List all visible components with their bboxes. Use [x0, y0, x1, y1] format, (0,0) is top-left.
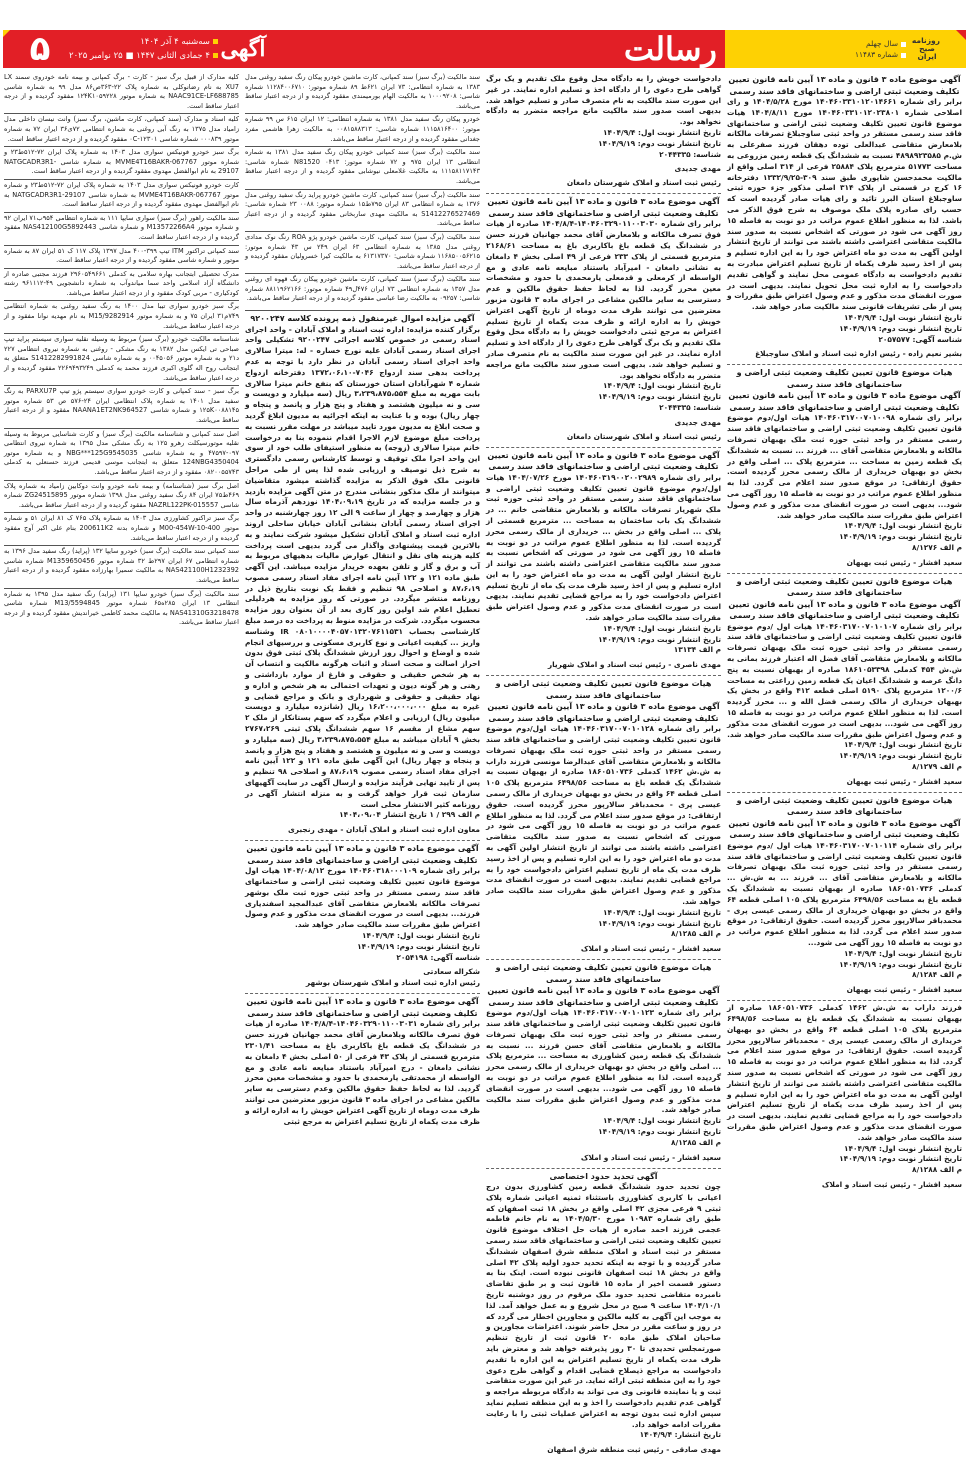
- issue-block: [855, 37, 940, 61]
- second-pub-date: تاریخ انتشار نوبت دوم: ۱۴۰۴/۹/۱۹: [839, 532, 962, 542]
- lost-document-ad: [245, 273, 480, 306]
- lost-document-ad: [4, 212, 239, 245]
- first-pub-date: تاریخ انتشار نوبت اول: ۱۴۰۴/۹/۴: [602, 623, 721, 633]
- masthead: [3, 30, 966, 68]
- registration-notice: [727, 1000, 962, 1193]
- notice-title: آگهی موضوع ماده ۳ قانون و ماده ۱۳ آیین نامه قانون تعیین تکلیف وضعیت ثبتی اراضی و ساختمانهای فاقد سند رسمی: [487, 197, 720, 218]
- second-pub-date: تاریخ انتشار نوبت دوم: ۱۴۰۴/۹/۱۹: [839, 323, 962, 333]
- notice-body: برابر رای شماره ۱۴۰۴۶۰۳۲۹۰۱۱۰۰۳۰۳۰-۱۴۰۴/۸/۴ صادره از هیات فوق تصرف مالکانه و بلامعارض آقای محمد جهانیان فرزند حسن در ششدانگ یک قطعه باغ باکاربری باغ به مساحت ۲۱۶۸/۶۱ مترمربع قسمتی از پلاک ۲۳۳ فرعی از ۴۹ اصلی بخش ۴ دامغان به نشانی دامغان - امیرآباد باستناد مبایعه نامه عادی و مع الواسطه از کرمعلی و قدمعلی یارمحمدی با حدود و مشخصات معین محرز گردید. لذا به لحاظ حفظ حقوق مالکین و عدم دسترسی به سایر مالکین مشاعی در اجرای ماده ۳ قانون مزبور معترضین می توانند ظرف مدت دوماه از تاریخ آگهی اعتراض خویش را به اداره ارائه و ظرف مدت یکماه از تاریخ تسلیم اعتراض به مرجع ثبتی دادخواست خویش را به دادگاه محل وقوع ملک تقدیم و یک برگ گواهی طرح دعوی را از دادگاه اخذ و تسلیم اداره نمایند. در غیر این صورت سند مالکیت به نام متصرف صادر و تسلیم خواهد شد. بدیهی است صدور سند مالکیت مانع مراجعه متضرر به دادگاه نخواهد بود.: [486, 219, 722, 380]
- auction-title: آگهی مزایده اموال غیرمنقول ذمه پرونده کلاسه ۹۲۰۰۲۴۷: [250, 314, 475, 324]
- notice-body: برابر رای شماره ۱۴۰۴۶۰۳۱۷۰۰۷۰۱۰۱۲۳ هیات اول/دوم موضوع قانون تعیین تکلیف وضعیت ثبتی اراضی و ساختمانهای فاقد سند رسمی مستقر در واحد ثبتی حوزه ثبت ملک بهبهان تصرفات مالکانه و بلامعارض متقاضی آقای حسن فرزند ... نسبت به ششدانگ یک قطعه زمین کشاورزی به مساحت ... مترمربع پلاک ... اصلی واقع در بخش دو بهبهان خریداری از مالک رسمی محرز گردیده است. لذا به منظور اطلاع عموم مراتب در دو نوبت به فاصله ۱۵ روز آگهی می شود... بدیهی است در صورت انقضای مدت مذکور و عدم وصول اعتراض طبق مقررات سند مالکیت صادر خواهد شد.: [486, 1008, 721, 1115]
- signature-name: مهدی جدیدی: [674, 164, 721, 174]
- ad-text: شناسنامه مالکیت خودرو (برگ سبز) مربوط به وسیله نقلیه سواری سیستم پراید تیپ صباحی تی ایکس مدل ۱۳۸۲ به رنگ مشکی - روغنی به شماره نیروی انتظامی ۲۲۷ د۲۱ و به شماره موتور ۰۰۴۵۰۵۶ و به شماره شاسی S1412282991824 متعلق به ابتجانب روح اله گلوی اکبری فرزند محمد به کدملی ۲۲۶۹۴۹۳۲۴۹ مفقود گردیده و از درجه اعتبار ساقط می‌باشد.: [4, 335, 239, 382]
- registration-notice: [486, 675, 721, 957]
- first-pub-date: تاریخ انتشار نوبت اول: ۱۴۰۴/۹/۴: [843, 1143, 962, 1153]
- lost-document-ad: [245, 72, 480, 113]
- ad-id: شناسه: ۲۰۴۴۳۳۵: [659, 402, 721, 412]
- lost-document-ad: [4, 268, 239, 301]
- ad-text: سند مالکیت (برگ سبز) سند کمپانی، کارت ماشین خودرو پژو ROA رنگ نوک مدادی روغنی مدل ۱۳۸۵ به شماره انتظامی ۶۳ ایران ۲۴۹ س ۴۳ شماره موتور: ۱۱۶۸۵۰۰۵۶۲۱۵ شماره شاسی: ۶۱۳۱۷۳۷۰ به مالکیت کیرا خسرولیان مفقود گردیده و از درجه اعتبار ساقط می‌باشد.: [245, 232, 481, 270]
- brand-tagline: روزنامه صبح ایران: [911, 36, 940, 61]
- registration-notice: [727, 573, 962, 790]
- lost-document-ad: [245, 113, 480, 146]
- ad-text: سند مالکیت (برگ سبز) سند کمپانی خودرو پیکان رنگ سفید مدل ۱۳۸۱ به شماره انتظامی ۱۳ ایران ۹۷۵ و ۷۲ شماره موتور: ۰۴۱۳ N81520 شماره شاسی: ۱۱۱۵۸۱۱۷۱۴۳ به مالکیت غلامعلی نیوشابی مفقود گردیده و از درجه اعتبار ساقط می‌باشد.: [245, 148, 481, 185]
- notice-title: آگهی موضوع ماده ۳ قانون و ماده ۱۳ آیین نامه قانون تعیین تکلیف وضعیت ثبتی اراضی و ساختمانهای فاقد سند رسمی: [487, 702, 720, 723]
- ad-text: برگ سبز خودرو سواری تیبا مدل ۱۴۰۰ به رنگ سفید روغنی به شماره انتظامی ۷۴۹م۳۱ ایران ۷۵ و به شماره موتور M15/9282914 به نام مهدیه نوانا مفقود و از درجه اعتبار ساقط می‌باشد.: [4, 302, 239, 330]
- ad-id: م الف ۸/۱۲۸۸: [912, 1165, 962, 1175]
- year-label: سال چهلم: [866, 39, 898, 48]
- second-pub-date: تاریخ انتشار نوبت دوم: ۱۴۰۴/۹/۱۹: [598, 392, 721, 402]
- registration-notice: [486, 447, 721, 674]
- notice-body: برابر رای شماره ۱۴۰۴۶۰۳۱۸۰۰۰۱۰۹ مورخ ۱۴۰۴/۰۸/۱۲ هیات اول موضوع قانون تعیین تکلیف وضعیت ثبتی اراضی و ساختمانهای فاقد سند رسمی مستقر در واحد ثبتی حوزه ثبت ملک بوشهر تصرفات مالکانه بلامعارض متقاضی آقای عبدالمجید اسفندیاری فرزند... بدیهی است در صورت انقضای مدت مذکور و عدم وصول اعتراض طبق مقررات سند مالکیت صادر خواهد شد.: [245, 866, 480, 930]
- first-pub-date: تاریخ انتشار نوبت اول: ۱۴۰۴/۹/۴: [602, 1116, 721, 1126]
- first-pub-date: تاریخ انتشار نوبت اول: ۱۴۰۴/۹/۴: [602, 381, 721, 391]
- date-line-1: سه‌شنبه ۴ آذر ۱۴۰۴: [140, 37, 210, 47]
- date-line-2: ۴ جمادی الثانی ۱۴۴۷ ■ ۲۵ نوامبر ۲۰۲۵: [69, 51, 210, 61]
- column-lost-documents-2: [245, 72, 480, 1438]
- first-pub-date: تاریخ انتشار نوبت اول: ۱۴۰۴/۹/۴: [843, 521, 962, 531]
- ad-text: سند مالکیت (برگ سبز) سند کمپانی، کارت ماشین خودرو پیکان رنگ قهوه ای روغنی مدل ۱۳۵۷ به شماره انتظامی ۷۳ ایران ۴۷۶ل۴۹ شماره موتور: ۸۸۱۱۹۶۲۱۶۶ شماره شاسی: ۰۹۲۵۷ به مالکیت رضا عباسی مفقود گردیده و از درجه اعتبار ساقط می‌باشد.: [245, 275, 481, 303]
- ad-id: شناسه آگهی: ۲۰۵۴۱۹۸: [396, 952, 480, 962]
- notice-body: برابر رای شماره ۱۴۰۴۶۰۳۱۷۰۰۷۰۱۰۱۲۸ هیات اول/دوم موضوع قانون تعیین تکلیف وضعیت ثبتی اراضی و ساختمانهای فاقد سند رسمی مستقر در واحد ثبتی حوزه ثبت ملک بهبهان تصرفات مالکانه و بلامعارض متقاضی آقای عبدالرضا مونسی فرزند داراب به ش.ش ۱۴۶۲ کدملی ۱۸۶۰۵۱۰۷۳۶ صادره از بهبهان نسبت به ششدانگ یک قطعه باغ به مساحت ۶۴۹۸/۵۶ مترمربع پلاک ۱۰۵ اصلی قطعه ۶۴ واقع در بخش دو بهبهان خریداری از مالک رسمی عیسی پری - محمدباقر سالارپور محرز گردیده است. حقوق ارتفاقی: در موقع صدور سند اعلام می گردد. لذا به منظور اطلاع عموم مراتب در دو نوبت به فاصله ۱۵ روز آگهی می شود در صورتی که اشخاص نسبت به صدور سند مالکیت متقاضی اعتراضی داشته باشند می توانند از تاریخ انتشار اولین آگهی به مدت دو ماه اعتراض خود را به این اداره تسلیم و پس از اخذ رسید ظرف مدت یک ماه از تاریخ تسلیم اعتراض دادخواست خود را به مراجع قضایی تقدیم نمایند. بدیهی است در صورت انقضای مدت مذکور و عدم وصول اعتراض طبق مقررات سند مالکیت صادر خواهد شد.: [486, 724, 722, 907]
- notice-title: آگهی موضوع ماده ۳ قانون و ماده ۱۳ آیین نامه قانون تعیین تکلیف وضعیت ثبتی اراضی و ساختمانهای فاقد سند رسمی: [246, 844, 479, 865]
- ad-text: سند مالکیت (برگ سبز) سند کمپانی، کارت ماشین خودرو پیکان رنگ سفید روغنی مدل ۱۳۸۳ به شماره انتظامی: ۷۳ ایران ۶۲۱ط ۸۹ شماره موتور: ۱۱۲۸۴۰۰۶۷۱۰ شماره شاسی: ۱۰۰۰۹۲۰۸ به مالکیت الهام بورمیمندی مفقود گردیده و از درجه اعتبار ساقط می‌باشد.: [245, 73, 480, 110]
- lost-document-ad: [4, 385, 239, 427]
- board-header: هیات موضوع قانون تعیین تکلیف وضعیت ثبتی اراضی و ساختمانهای فاقد سند رسمی: [495, 679, 712, 700]
- notice-body: چون تحدید حدود ششدانگ قطعه زمین کشاورزی بدون درج اعیانی با کاربری کشاورزی باستثناء ثمنیه اعیانی شماره پلاک ثبتی ۹ فرعی مجزی ۴۲ اصلی واقع در بخش ۱۸ ثبت اصفهان که طبق رای شماره ۱۰۹۸۳ مورخ ۱۴۰۴/۵/۳۰ به نام خانم فاطمه عجمی فرزند احمد صادره از هیات حل اختلاف موضوع قانون تعیین تکلیف وضعیت ثبتی اراضی و ساختمانهای فاقد سند رسمی مستقر در ثبت اسناد و املاک منطقه شرق اصفهان ششدانگ صادر گردیده و با توجه به اینکه تحدید حدود اولیه پلاک ۴۲ اصلی واقع در بخش ۱۸ ثبت اصفهان قانونی نبوده است. اینک بنا به دستور قسمت اخیر از ماده ۱۵ قانون ثبت و بر طبق تقاضای نامبرده متقاضی تحدید حدود ملک مرقوم در روز دوشنبه تاریخ ۱۴۰۴/۱۰/۱ ساعت ۹ صبح در محل شروع و به عمل خواهد آمد. لذا به موجب این آگهی به کلیه مالکین و مجاورین اخطار می گردد که در روز و ساعت مقرر در محل حاضر شوند. اعتراضات مجاورین و صاحبان املاک طبق ماده ۲۰ قانون ثبت از تاریخ تنظیم صورتمجلس تحدیدی تا ۳۰ روز پذیرفته خواهد شد و معترض باید ظرف مدت یکماه از تاریخ تسلیم اعتراض به این اداره با تقدیم دادخواست به مراجع ذیصلاح قضایی اقدام و گواهی طرح دعوی خود را به این منطقه ثبتی ارائه نماید. در غیر این صورت متقاضی ثبت و یا نماینده قانونی وی می تواند به دادگاه مربوطه مراجعه و گواهی عدم تقدیم دادخواست را اخذ و به این منطقه تسلیم نماید سپس اداره ثبت بدون توجه به اعتراض عملیات ثبتی را با رعایت مقررات ادامه خواهد داد.: [486, 1182, 722, 1429]
- lost-document-ad: [4, 480, 239, 513]
- page-number: ۵: [29, 29, 51, 69]
- masthead-red-band: [3, 30, 725, 68]
- auction-signature: معاون اداره ثبت اسناد و املاک آبادان - مهدی رنجبری: [288, 825, 480, 835]
- lost-document-ad: [4, 146, 239, 179]
- board-header: هیات موضوع قانون تعیین تکلیف وضعیت ثبتی اراضی و ساختمانهای فاقد سند رسمی: [495, 963, 712, 984]
- signature-name: سعید افشار - رئیس ثبت بهبهان: [846, 557, 962, 567]
- signature-name: شکراله سعادتی: [423, 967, 480, 977]
- registration-notice: [727, 364, 962, 570]
- notice-title: آگهی موضوع ماده ۳ قانون و ماده ۱۳ آیین نامه قانون تعیین تکلیف وضعیت ثبتی اراضی و ساختمانهای فاقد سند رسمی: [728, 599, 961, 621]
- signature-name: سعید افشار - رئیس ثبت اسناد و املاک: [580, 944, 721, 954]
- first-pub-date: تاریخ انتشار نوبت اول: ۱۴۰۴/۹/۴: [361, 931, 480, 940]
- date-block: [69, 35, 221, 63]
- notice-body: برابر رای شماره ۱۴۰۴۶۰۳۳۱۰۱۲۰۱۴۶۶۱ مورخ ۱۴۰۴/۵/۲۸ و رای اصلاحی شماره ۱۴۰۴۶۰۳۳۱۰۱۲۰۲۳۸۰۱ مورخ ۱۴۰۴/۸/۱۱ هیات موضوع قانون تعیین تکلیف وضعیت ثبتی اراضی و ساختمانهای فاقد سند رسمی مستقر در واحد ثبتی ساوجبلاغ تصرفات مالکانه بلامعارض متقاضی عبدالعلی توده دهقان فرزند صفرعلی به ش.م ۴۸۹۸۹۲۳۵۸۵ نسبت به ششدانگ یک قطعه زمین مزروعی به مساحت ۵۱۷۷۳ مترمربع پلاک ۲۵۸۸۴ فرعی از ۳۱۴ اصلی واقع از مالکیت محمدحسن شاپوری طبق سند ۳۰۹-۱۳۳۲/۹/۲۵ دفترخانه ۱۶ کرج در قسمتی از پلاک ۳۱۴ اصلی مذکور جزء حوزه ثبتی ساوجبلاغ استان البرز تائید و رای هیات صادر گردیده است که حسب رای صادره پلاک ملک موصوف به شرح فوق الذکر می باشد. لذا به منظور اطلاع عموم مراتب در دو نوبت به فاصله ۱۵ روز آگهی می شود در صورتی که اشخاص نسبت به صدور سند مالکیت متقاضی اعتراضی داشته باشند می توانند از تاریخ انتشار اولین آگهی به مدت دو ماه اعتراض خود را به این اداره تسلیم و پس از اخذ رسید ظرف یکماه از تاریخ تسلیم اعتراض مبادرت به تقدیم دادخواست به دادگاه عمومی محل نمایند و گواهی تقدیم دادخواست را به اداره ثبت محل تحویل نمایند. بدیهی است در صورت انقضای مدت مذکور و عدم وصول اعتراض طبق مقررات و پس از طی تشریفات قانونی سند مالکیت صادر خواهد شد.: [727, 97, 963, 312]
- ad-text: کلیه اسناد و مدارک (سند کمپانی، کارت ماشین، برگ سبز) وانت نیسان داخلی مدل زامیاد مدل ۱۳۷۵ به رنگ آبی روغنی به شماره انتظامی ۷۲ی۳۶ ایران ۷۲ به شماره موتور ۰۰۰۸۳۹ شماره شاسی ۰C-۱۲۳۰۱ مفقود گردیده و از درجه اعتبار ساقط است.: [4, 115, 239, 143]
- ad-id: م الف ۸/۱۲۸۴: [912, 970, 962, 980]
- signature-name: سعید افشار - رئیس ثبت بهبهان: [846, 985, 962, 995]
- notice-title: آگهی موضوع ماده ۳ قانون و ماده ۱۳ آیین نامه قانون تعیین تکلیف وضعیت ثبتی اراضی و ساختمانهای فاقد سند رسمی: [728, 818, 961, 840]
- ad-id: م الف ۸/۱۲۸۵: [671, 929, 721, 939]
- lost-document-ad: [4, 545, 239, 587]
- registration-notice: [727, 72, 962, 362]
- ad-text: سند کمپانی تراکتور ITM تیپ ۳۹۹-۴۰۰ مدل ۱۳۹۷ پلاک ۱۱۷ ک ۵۱ ایران ۸۷ به شماره موتور و شماره شاسی مفقود گردیده و از درجه اعتبار ساقط است.: [4, 246, 239, 265]
- lost-document-ad: [4, 428, 239, 480]
- second-pub-date: تاریخ انتشار نوبت دوم: ۱۴۰۴/۹/۱۹: [598, 634, 721, 644]
- notice-title: آگهی موضوع ماده ۳ قانون و ماده ۱۳ آیین نامه قانون تعیین تکلیف وضعیت ثبتی اراضی و ساختمانهای فاقد سند رسمی: [246, 997, 479, 1018]
- signature-name: مهدی صادقی - رئیس ثبت منطقه شرق اصفهان: [547, 1445, 721, 1455]
- ad-id: م الف ۸/۱۲۷۶: [912, 542, 962, 552]
- notice-body: برابر رای شماره ۱۴۰۴۶۰۳۱۹۰۰۲۰۰۲۹۸۹ مورخ ۱۴۰۴/۰۷/۲۶ هیات اول/دوم موضوع قانون تعیین تکلیف وضعیت ثبتی اراضی و ساختمانهای فاقد سند رسمی مستقر در واحد ثبتی حوزه ثبت ملک شهریار تصرفات مالکانه و بلامعارض متقاضی خانم ... در ششدانگ یک باب ساختمان به مساحت ... مترمربع قسمتی از پلاک ... اصلی واقع در بخش ... خریداری از مالک رسمی محرز گردیده است. لذا به منظور اطلاع عموم مراتب در دو نوبت به فاصله ۱۵ روز آگهی می شود در صورتی که اشخاص نسبت به صدور سند مالکیت متقاضی اعتراضی داشته باشند می توانند از تاریخ انتشار اولین آگهی به مدت دو ماه اعتراض خود را به این اداره تسلیم و پس از اخذ رسید ظرف مدت یک ماه از تاریخ تسلیم اعتراض دادخواست خود را به مراجع قضایی تقدیم نمایند. بدیهی است در صورت انقضای مدت مذکور و عدم وصول اعتراض طبق مقررات سند مالکیت صادر خواهد شد.: [486, 472, 722, 623]
- second-pub-date: تاریخ انتشار نوبت دوم: ۱۴۰۴/۹/۱۹: [839, 959, 962, 969]
- ad-text: برگ سبز تراکتور کشاورزی مدل ۱۴۰۳ به شماره پلاک ۷۶۵ ک ۸۱ ایران ۵۱ و شماره موتور M00-454W-10-400 و شماره بدنه 200611K2 بنام علی اکبر آوج مفقود گردیده و از درجه اعتبار ساقط می‌باشد.: [4, 514, 240, 542]
- registration-notice: [486, 193, 721, 444]
- notice-body: برابر رای شماره ۱۴۰۴۶۰۳۱۷۰۰۷۰۱۰۰۹۸ هیات اول/دوم موضوع قانون تعیین تکلیف وضعیت ثبتی اراضی و ساختمانهای فاقد سند رسمی مستقر در واحد ثبتی حوزه ثبت ملک بهبهان تصرفات مالکانه و بلامعارض متقاضی آقای ... فرزند ... نسبت به ششدانگ یک قطعه زمین به مساحت ... مترمربع پلاک ... اصلی واقع در بخش دو بهبهان خریداری از مالک رسمی محرز گردیده است. حقوق ارتفاقی: در موقع صدور سند اعلام می گردد. لذا به منظور اطلاع عموم مراتب در دو نوبت به فاصله ۱۵ روز آگهی می شود... بدیهی است در صورت انقضای مدت مذکور و عدم وصول اعتراض طبق مقررات سند مالکیت صادر خواهد شد.: [727, 413, 962, 520]
- column-registration-notices-2: [727, 72, 962, 1438]
- signature-name: سعید افشار - رئیس ثبت اسناد و املاک: [580, 1152, 721, 1162]
- signature-name: سعید افشار - رئیس ثبت اسناد و املاک: [821, 1179, 962, 1189]
- column-registration-notices-1: [486, 72, 722, 1455]
- notice-title: آگهی موضوع ماده ۳ قانون و ماده ۱۳ آیین نامه قانون تعیین تکلیف وضعیت ثبتی اراضی و ساختمانهای فاقد سند رسمی: [728, 391, 961, 412]
- registration-notice: [486, 959, 721, 1165]
- notice-bushehr: [245, 840, 480, 991]
- lost-document-ad: [4, 588, 239, 630]
- signature-name: سعید افشار - رئیس ثبت بهبهان: [846, 776, 962, 786]
- first-pub-date: تاریخ انتشار نوبت اول: ۱۴۰۴/۹/۴: [843, 948, 962, 958]
- lost-document-ad: [4, 72, 239, 113]
- ad-columns: [4, 72, 963, 1455]
- second-pub-date: تاریخ انتشار نوبت دوم: ۱۴۰۴/۹/۱۹: [598, 138, 721, 148]
- notice-body: فرزند داراب به ش.ش ۱۴۶۲ کدملی ۱۸۶۰۵۱۰۷۳۶ صادره از بهبهان نسبت به ششدانگ یک قطعه باغ به مساحت ۶۴۹۸/۵۶ مترمربع پلاک ۱۰۵ اصلی قطعه ۶۴ واقع در بخش دو بهبهان خریداری از مالک رسمی عیسی پری - محمدباقر سالارپور محرز گردیده است. حقوق ارتفاقی: در موقع صدور سند اعلام می گردد. لذا به منظور اطلاع عموم مراتب در دو نوبت به فاصله ۱۵ روز آگهی می شود در صورتی که اشخاص نسبت به صدور سند مالکیت متقاضی اعتراضی داشته باشند می توانند از تاریخ انتشار اولین آگهی به مدت دو ماه اعتراض خود را به این اداره تسلیم و پس از اخذ رسید ظرف مدت یکماه از تاریخ تسلیم اعتراض دادخواست خود را به مراجع قضایی تقدیم نمایند. بدیهی است در صورت انقضای مدت مذکور و عدم وصول اعتراض طبق مقررات سند مالکیت صادر خواهد شد.: [727, 1003, 962, 1142]
- signature-name: مهدی جدیدی: [674, 417, 721, 427]
- first-pub-date: تاریخ انتشار نوبت اول: ۱۴۰۴/۹/۴: [602, 907, 721, 917]
- notice-body: برابر رای شماره ۱۴۰۴۶۰۳۱۷۰۰۷۰۱۰۱۱۴ هیات اول /دوم موضوع قانون تعیین تکلیف وضعیت ثبتی اراضی و ساختمانهای فاقد سند رسمی مستقر در واحد ثبتی حوزه ثبت ملک بهبهان تصرفات مالکانه و بلامعارض متقاضی آقای ... فرزند ... به ش.ش ... کدملی ۱۸۶۰۵۱۰۷۳۶ صادره از بهبهان نسبت به ششدانگ یک قطعه باغ به مساحت ۶۴۹۸/۵۶ مترمربع پلاک ۱۰۵ اصلی قطعه ۶۴ واقع در بخش دو بهبهان خریداری از مالک رسمی عیسی پری - محمدباقر سالارپور محرز گردیده است. حقوق ارتفاقی: در موقع صدور سند اعلام می گردد. لذا به منظور اطلاع عموم مراتب در دو نوبت به فاصله ۱۵ روز آگهی می شود...: [727, 840, 962, 948]
- ad-id: م الف ۱۳۱۳۴: [673, 645, 721, 655]
- notice-body: برابر رای شماره ۱۴۰۴۶۰۳۲۹۰۱۱۰۰۳۰۳۱-۱۴۰۴/۸/۴ صادره از هیات فوق تصرف مالکانه وبلامعارض آقای محمد جهانیان فرزند حسن در ششدانگ یک قطعه باغ باکاربری باغ به مساحت ۲۳۰۱/۴۱ مترمربع قسمتی از پلاک ۴۳ فرعی از ۵۰ اصلی بخش ۴ دامغان به نشانی دامغان - درج امیرآباد باستناد مبایعه نامه عادی و مع الواسطه از محمدتقی یارمحمدی با حدود و مشخصات معین محرز گردید. لذا به لحاظ حفظ حقوق مالکین وعدم دسترسی به سایر مالکین مشاعی در اجرای ماده ۳ قانون مزبور معترضین می توانند ظرف مدت دوماه از تاریخ آگهی اعتراض خویش را به اداره ارائه و ظرف مدت یکماه از تاریخ تسلیم اعتراض به مرجع ثبتی: [245, 1019, 480, 1126]
- issue-label: شماره ۱۱۴۸۳: [855, 50, 898, 59]
- first-pub-date: تاریخ انتشار نوبت اول: ۱۴۰۴/۹/۴: [843, 740, 962, 750]
- lost-document-ad: [4, 512, 239, 545]
- ad-id: شناسه آگهی: ۲۰۵۷۵۷۷: [878, 334, 962, 344]
- lost-document-ad: [4, 113, 239, 146]
- lost-document-ad: [4, 245, 239, 268]
- notice-body: دادخواست خویش را به دادگاه محل وقوع ملک تقدیم و یک برگ گواهی طرح دعوی را از دادگاه اخذ و تسلیم اداره نمایند. در غیر این صورت سند مالکیت به نام متصرف صادر و تسلیم خواهد شد. بدیهی است صدور سند مالکیت مانع مراجعه متضرر به دادگاه نخواهد بود.: [486, 74, 721, 127]
- lost-document-ad: [4, 179, 239, 212]
- registration-notice: [727, 792, 962, 998]
- second-pub-date: تاریخ انتشار نوبت دوم: ۱۴۰۴/۹/۱۹: [357, 941, 480, 951]
- lost-document-ad: [4, 300, 239, 333]
- ad-id: شناسه: ۲۰۴۴۳۳۵: [659, 149, 721, 159]
- ad-id: م الف ۸/۱۲۸۵: [671, 1137, 721, 1147]
- first-pub-date: تاریخ انتشار: ۱۴۰۴/۹/۴: [639, 1430, 721, 1440]
- section-title: آگهی: [220, 36, 266, 62]
- signature-title: رئیس اداره ثبت اسناد و املاک شهرستان بوشهر: [305, 978, 480, 988]
- bullet-icon: [901, 42, 906, 47]
- ad-text: سند مالکیت راهور (برگ سبز) سواری سایپا ۱۱۱ به شماره انتظامی ۹۵۴ب۷۱ ایران ۹۲ و شماره موتور M13572266A4 و شماره شاسی NAS412100G5892443 مفقود گردیده و از درجه اعتبار ساقط است.: [4, 213, 240, 241]
- ad-text: برگ سبز خودرو فونیکس سواری مدل ۱۴۰۳ به شماره پلاک ایران ۷۲-۵۱۲ط۲۳ و شماره موتور MVME4T16BAKR-067767 به شماره شاسی NATGCADR3R1-29107 به نام ابوالفضل مهدوی مفقود گردیده و از درجه اعتبار ساقط است.: [4, 148, 240, 176]
- ad-id: م الف ۸/۱۲۷۹: [912, 762, 962, 772]
- auction-ref: م الف ۲۹۹ / ۱ تاریخ انتشار ۱۴۰۴،۰۹،۰۴: [339, 810, 480, 820]
- ad-text: اصل سند کمپانی و شناسنامه مالکیت (برگ سبز) و کارت شناسایی مربوط به وسیله نقلیه موتورسیکلت رهرو ۱۲۵ به رنگ مشکی مدل ۱۳۹۵ به شماره نیروی انتظامی ۰۹۷-۴۷۵۹۷ و به شماره شاسی NBG***125G9545035 و به شماره موتور 124NBG4350404 متعلق به ابتجانب موسی قدیمی فرزند حسنعلی به کدملی ۰۸۲۰۰۵۵۷۴۳ مفقود و از درجه اعتبار ساقط می‌باشد.: [4, 429, 240, 476]
- lost-document-ad: [245, 146, 480, 188]
- notice-title: آگهی موضوع ماده ۳ قانون و ماده ۱۳ آیین نامه قانون تعیین تکلیف وضعیت ثبتی اراضی و ساختمانهای فاقد سند رسمی: [487, 986, 720, 1007]
- lost-document-ad: [245, 231, 480, 273]
- ad-text: مدرک تحصیلی ابتجانب بهاره سلامی به کدملی ۲۹۶۰۵۴۹۶۶۱ فرزند مجتبی صادره از دانشگاه آزاد اسلامی واحد سما میاندوآب به شماره دانشجویی ۴۹-۹۶۱۱۱۲ رشته کودکیاری - مربی کودک مفقود و از درجه اعتبار ساقط می‌باشد.: [4, 269, 239, 297]
- signature-name: مهدی ناصری - رئیس ثبت اسناد و املاک شهریار: [547, 660, 721, 670]
- ad-text: سند کمپانی سند مالکیت (برگ سبز) خودرو سایپا ۱۳۲ (پراید) رنگ سفید مدل ۱۳۹۶ به شماره انتظامی ۶۷ ایران ۲۹۷ط ۳۲ شماره موتور M1359650456 شماره شاسی NAS421100H1232392 به مالکیت سمیرا بهارزاده مفقود گردیده و از درجه اعتبار ساقط می‌باشد.: [4, 547, 240, 584]
- auction-body: برگزار کننده مزایده: اداره ثبت اسناد و املاک آبادان - واحد اجرای اسناد رسمی در خصوص کلاسه اجرائی ۹۲۰۰۲۴۷ تشکیلی واحد اجرای اسناد رسمی آبادان علیه نورج خساره - له: میترا سالاری واحد اجرای اسناد رسمی آبادان در نظر دارد با توجه به عدم پرداخت بدهی سند ازدواج ۷۰۴۶-۱۳۷۲،۰۶،۱۰ دفترخانه ازدواج شماره ۴ شهرآبادان استان خوزستان که بنفع خانم میترا سالاری بابت مهریه به مبلغ ۳،۲۳۹،۸۷۵،۵۵۴ ریال (سه میلیارد و دویست و سی و نه میلیون هشتصد و هفتاد و پنج هزار و پانصد و پنجاه و چهار ریال) بوده و با عنایت به اینکه اجرائیه به مدیون ابلاغ گردید و صحت ابلاغ به مدیون مورد تایید میباشد در مهلت مقرر نسبت به پرداخت مبلغ موضوع لازم الاجرا اقدام ننموده بنا به درخواست خانم میترا سالاری (زوجه) به منظور استیفای طلب خود از سوی این واحد اجرا ملک توقیف و توسط کارشناس رسمی دادگستری به شرح ذیل توصیف و ارزیابی شده لذا پس از طی مراحل قانونی ملک فوق الذکر به مزایده گذاشته میشود متقاضیان میتوانند از ملک مذکور بنشانی مندرج در متن آگهی مزایده بازدید و در جلسه مزایده که در تاریخ ۱۴۰۴،۰۹،۱۹ نوزدهم آذرماه سال هزار و چهارصد و چهار از ساعت ۹ الی ۱۲ روز چهارشنبه در واحد اجرای اسناد رسمی آبادان بنشانی آبادان خیابان ساحلی اروند اداره ثبت اسناد و املاک آبادان تشکیل میشود شرکت نمایند و به بالاترین قیمت پیشنهادی واگذار می گردد بدیهی است پرداخت کلیه هزینه های نقل و انتقال عوارض مالیات بدهیهای مربوط به آب و برق و گاز و تلفن بعهده خریدار مزایده میباشد. این آگهی طبق ماده ۱۲۱ و ۱۲۲ آیین نامه اجرای مفاد اسناد رسمی مصوب ۸۷،۶،۱۹ و اصلاحی ۹۸ تنظیم و فقط یک نوبت بتاریخ ذیل در روزنامه منتشر میگردد. در صورتی که روز مزایده به هردلیلی تعطیل اعلام شد اولین روز کاری بعد از آن بعنوان روز مزایده محسوب میگردد. شرکت در مزایده منوط به پرداخت ده درصد مبلغ کارشناسی بحساب IR ۰۸۰۱۰۰۰۰۴۰۵۷۰۱۳۲۰۷۶۱۱۵۳۱ وشناسه واریز ... کیفیت اعیانی و نوع کاربری مسکونی و بررسیهای انجام شده و اوضاع و احوال روز ارزش ششدانگ پلاک ثبتی فوق بدون احراز اصالت و صحت اسناد و اثبات هرگونه مالکیت و انتساب آن به هر شخص حقیقی و حقوقی و فارغ از موارد بازداشتی و رهنی و هر گونه دیون و تعهدات احتمالی به هر شخص و اداره و نهاد حقیقی و حقوقی و شهرداری و بانک و مراجع قضایی و غیره به مبلغ ۱۶،۲۰۰،۰۰۰،۰۰۰ ریال (شانزده میلیارد و دویست میلیون ریال) ارزیابی و اعلام میگردد که سهم بستانکار از ملک ۲ سهم مشاع از مقسم ۱۶ سهم ششدانگ پلاک ثبتی ۲۷۶۷،۲۶۹ بخش ۹ آبادان میباشد به مبلغ ۳،۲۳۹،۸۷۵،۵۵۴ ریال (سه میلیارد و دویست و سی و نه میلیون و هشتصد و هفتاد و پنج هزار و پانصد و پنجاه و چهار ریال) این آگهی طبق ماده ۱۲۱ و ۱۲۲ آیین نامه اجرای مفاد اسناد رسمی مصوب ۸۷،۶،۱۹ و اصلاحی ۹۸ تنظیم و پس از تایید نهایی فرآیند مزایده و ارسال آگهی در سایت آگهیهای سازمان ثبت قرار خواهد گرفت و به منزله انتشار آگهی در روزنامه کثیر الانتشار محلی است: [245, 324, 481, 809]
- signature-title: رئیس ثبت اسناد و املاک شهرستان دامغان: [566, 431, 721, 441]
- registration-notice: [486, 72, 721, 191]
- notice-title: آگهی موضوع ماده ۳ قانون و ماده ۱۳ آیین نامه قانون تعیین تکلیف وضعیت ثبتی اراضی و ساختمانهای فاقد سند رسمی: [728, 75, 961, 96]
- notice-damghan-2: [245, 993, 480, 1130]
- ad-text: خودرو پیکان رنگ سفید مدل ۱۳۸۱ به شماره انتظامی: ۱۲ ایران ۶۱۵ س ۹۹ شماره موتور: ۱۱۱۵۸۱۶۴۰۰ شماره شاسی: ۰۰۸۱۵۸۸۳۱۳ به مالکیت زهرا هاشمی مفرد جغدانی مفقود گردیده و از درجه اعتبار ساقط می‌باشد.: [245, 115, 480, 143]
- masthead-yellow-band: [725, 30, 966, 68]
- auction-notice: [245, 310, 480, 838]
- signature-name: بشیر نعیم زاده - رئیس اداره ثبت اسناد و املاک ساوجبلاغ: [755, 349, 962, 359]
- second-pub-date: تاریخ انتشار نوبت دوم: ۱۴۰۴/۹/۱۹: [839, 751, 962, 761]
- first-pub-date: تاریخ انتشار نوبت اول: ۱۴۰۴/۹/۴: [602, 127, 721, 137]
- lost-document-ad: [245, 189, 480, 231]
- ad-text: کارت خودرو فونیکس سواری مدل ۱۴۰۳ به شماره پلاک ایران ۷۲-۵۱۲ط۲۳ و شماره موتور MVME4T16BAKR-067767 به شماره شاسی NATGCADR3R1-29107 به نام ابوالفضل مهدوی مفقود گردیده و از درجه اعتبار ساقط است.: [4, 180, 240, 209]
- ad-text: اصل برگ سبز (شناسنامه) و بیمه نامه خودرو وانت دوکابین زامیاد به شماره پلاک ۴۶۹ط۷۵ ایران ۸۴ رنگ سفید روغنی مدل ۱۳۹۸ شماره موتور ZG24515895 شماره شاسی NAZRL122PK-015557 مفقود گردیده و از درجه اعتبار ساقط می‌باشد.: [4, 481, 239, 509]
- bullet-icon: [901, 53, 906, 58]
- notice-title: آگهی موضوع ماده ۳ قانون و ماده ۱۳ آیین نامه قانون تعیین تکلیف وضعیت ثبتی اراضی و ساختمانهای فاقد سند رسمی: [487, 450, 720, 472]
- registration-notice: [486, 1168, 721, 1458]
- ad-text: سند مالکیت (برگ سبز) خودرو سایپا ۱۳۱ (پراید) رنگ سفید مدل ۱۳۹۵ به شماره انتظامی ۱۳ ایران ۲۸۵ه۶۵ شماره موتور M13/5594845 شماره شاسی NAS41310G3218478 به مالکیت محمد کاظمی خیراندیش مفقود گردیده و از درجه اعتبار ساقط می‌باشد.: [4, 589, 240, 627]
- board-header: هیات موضوع قانون تعیین تکلیف وضعیت ثبتی اراضی و ساختمانهای فاقد سند رسمی: [736, 576, 953, 598]
- second-pub-date: تاریخ انتشار نوبت دوم: ۱۴۰۴/۹/۱۹: [598, 1126, 721, 1136]
- newspaper-logo: رسالت: [623, 30, 717, 68]
- ad-text: کلیه مدارک از قبیل برگ سبز - کارت - برگ کمپانی و بیمه نامه خودروی سمند LX XU7 به نام رضانوکلی به شماره پلاک ۲۲-۳۶۳ص۸۶ مدل ۹۹ به شماره شاسی NAAC91CE-LF688785 به شماره موتور ۱۲۴K۱۰۵۹۲۲۸ مفقود گردیده و از درجه اعتبار ساقط است.: [4, 73, 240, 110]
- lost-document-ad: [4, 333, 239, 385]
- second-pub-date: تاریخ انتشار نوبت دوم: ۱۴۰۴/۹/۱۹: [598, 918, 721, 928]
- notice-title: آگهی تحدید حدود اختصاصی: [549, 1171, 658, 1181]
- column-lost-documents-1: [4, 72, 239, 1438]
- signature-title: رئیس ثبت اسناد و املاک شهرستان دامغان: [566, 178, 721, 188]
- ad-text: سند مالکیت (برگ سبز) سند کمپانی، کارت ماشین خودرو پراید رنگ سفید روغنی مدل ۱۳۷۶ به شماره انتظامی ۸۳ ایران ۷۹۵ط۱۵ شماره موتور: ۰۰۸۸ ۲۳ شماره شاسی: S1412276527469 به مالکیت مهدی ساربخانی مفقود گردیده و از درجه اعتبار ساقط می‌باشد.: [245, 190, 481, 228]
- ad-text: برگ سبز - سند کمپانی و کارت خودرو سواری سیستم پژو تیپ PARXU7P به رنگ سفید مدل ۱۴۰۱ به شماره پلاک انتظامی ایران ۲۴-۵۷۶ ص ۵۳ شماره موتور ۱۲۵K۰۰۸۸۱۴۵ و شماره شاسی NAANA1ET2NK964527 مفقود و از درجه اعتبار ساقط می‌باشد.: [4, 387, 239, 424]
- board-header: هیات موضوع قانون تعیین تکلیف وضعیت ثبتی اراضی و ساختمانهای فاقد سند رسمی: [736, 368, 953, 389]
- notice-body: برابر رای شماره ۱۴۰۴۶۰۳۱۷۰۰۷۰۱۰۱۰۷ هیات اول /دوم موضوع قانون تعیین تکلیف وضعیت ثبتی اراضی و ساختمانهای فاقد سند رسمی مستقر در واحد ثبتی حوزه ثبت ملک بهبهان تصرفات مالکانه و بلامعارض متقاضی آقای فضل اله اعتبار فرزند بمانی به ش.ش ۴۵۴ کدملی ۱۸۶۱۰۵۳۳۹۸ صادره از بهبهان نسبت به پنج دانگ عرصه و ششدانگ اعیان یک قطعه زمین زراعتی به مساحت ۱۲۰۰/۶ مترمربع پلاک ۵۱۹۰ اصلی قطعه ۴۱۲ واقع در بخش یک بهبهان خریداری از مالک رسمی فضل الله و ... محرز گردیده است. لذا به منظور اطلاع عموم مراتب در دو نوبت به فاصله ۱۵ روز آگهی می شود... بدیهی است در صورت انقضای مدت مذکور و عدم وصول اعتراض طبق مقررات سند مالکیت صادر خواهد شد.: [727, 621, 962, 739]
- first-pub-date: تاریخ انتشار نوبت اول: ۱۴۰۴/۹/۴: [843, 312, 962, 322]
- second-pub-date: تاریخ انتشار نوبت دوم: ۱۴۰۴/۹/۱۹: [839, 1154, 962, 1164]
- lost-documents-list: [245, 72, 480, 306]
- board-header: هیات موضوع قانون تعیین تکلیف وضعیت ثبتی اراضی و ساختمانهای فاقد سند رسمی: [736, 795, 953, 817]
